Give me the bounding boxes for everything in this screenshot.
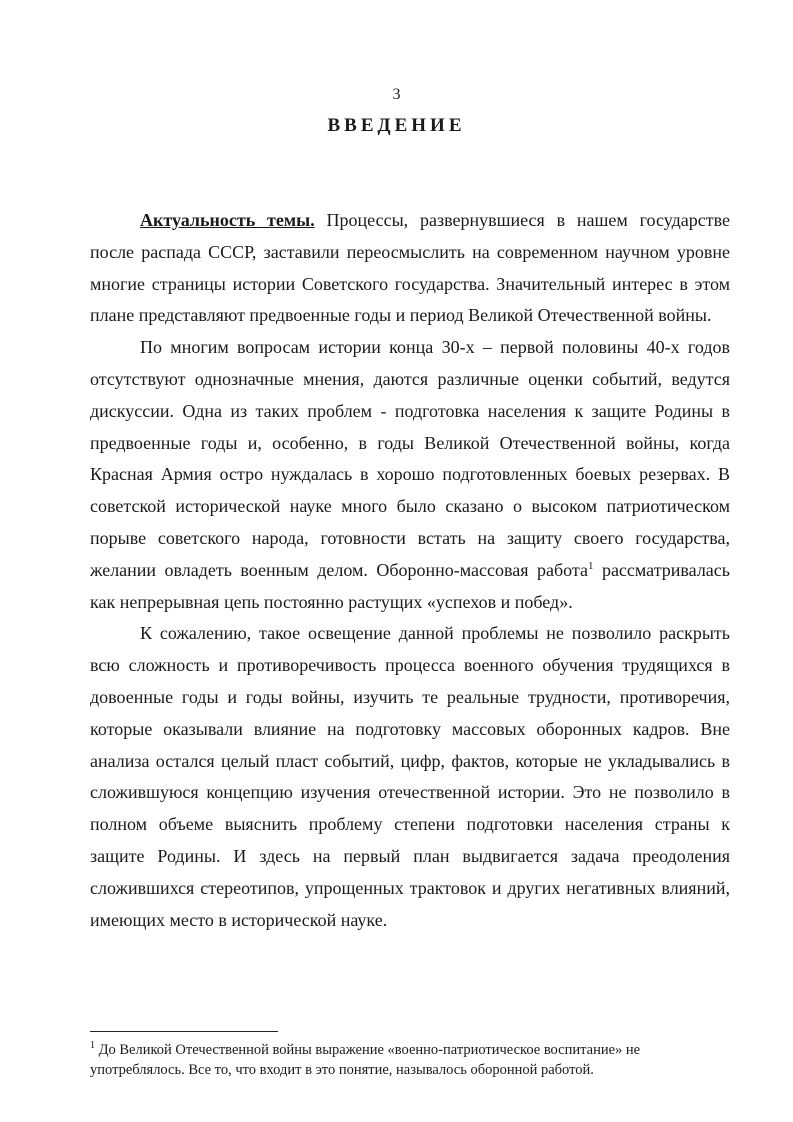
paragraph-text: К сожалению, такое освещение данной проблемы не позволило раскрыть всю сложность и противоречивость процесса военного обучения трудящихся в довоенные годы и годы войны, изучить те реальные трудности, противоречия, которые оказывали влияние на подготовку массовых оборонных кадров. Вне анализа остался целый пласт событий, цифр, фактов, которые не укладывались в сложившуюся концепцию изучения отечественной истории. Это не позволило в полном объеме выяснить проблему степени подготовки населения страны к защите Родины. И здесь на первый план выдвигается задача преодоления сложившихся стереотипов, упрощенных трактовок и других негативных влияний, имеющих место в исторической науке. [90,623,730,930]
footnote-text: До Великой Отечественной войны выражение «военно-патриотическое воспитание» не употреблялось. Все то, что входит в это понятие, называлось оборонной работой. [90,1042,641,1078]
footnote-separator [90,1031,278,1032]
paragraph-relevance [90,205,730,332]
paragraph-regret [90,618,730,936]
paragraph-debates [90,332,730,618]
paragraph-lead: Актуальность темы. [140,210,315,230]
paragraph-text: Процессы, развернувшиеся в нашем государстве после распада СССР, заставили переосмыслить на современном научном уровне многие страницы истории Советского государства. Значительный интерес в этом плане представляют предвоенные годы и период Великой Отечественной войны. [90,210,730,326]
paragraph-text: По многим вопросам истории конца 30-х – первой половины 40-х годов отсутствуют однозначные мнения, даются различные оценки событий, ведутся дискуссии. Одна из таких проблем - подготовка населения к защите Родины в предвоенные годы и, особенно, в годы Великой Отечественной войны, когда Красная Армия остро нуждалась в хорошо подготовленных боевых резервах. В советской исторической науке много было сказано о высоком патриотическом порыве советского народа, готовности встать на защиту своего государства, желании овладеть военным делом. Оборонно-массовая работа [90,337,730,580]
body-text [90,205,730,936]
footnote-reference[interactable]: 1 [587,559,594,572]
footnote-marker: 1 [90,1040,95,1052]
page-title: ВВЕДЕНИЕ [327,115,466,136]
paragraph-text-continued: рассматривалась как непрерывная цепь постоянно растущих «успехов и побед». [90,559,730,612]
footnote [90,1040,730,1080]
page-number: 3 [392,86,401,103]
